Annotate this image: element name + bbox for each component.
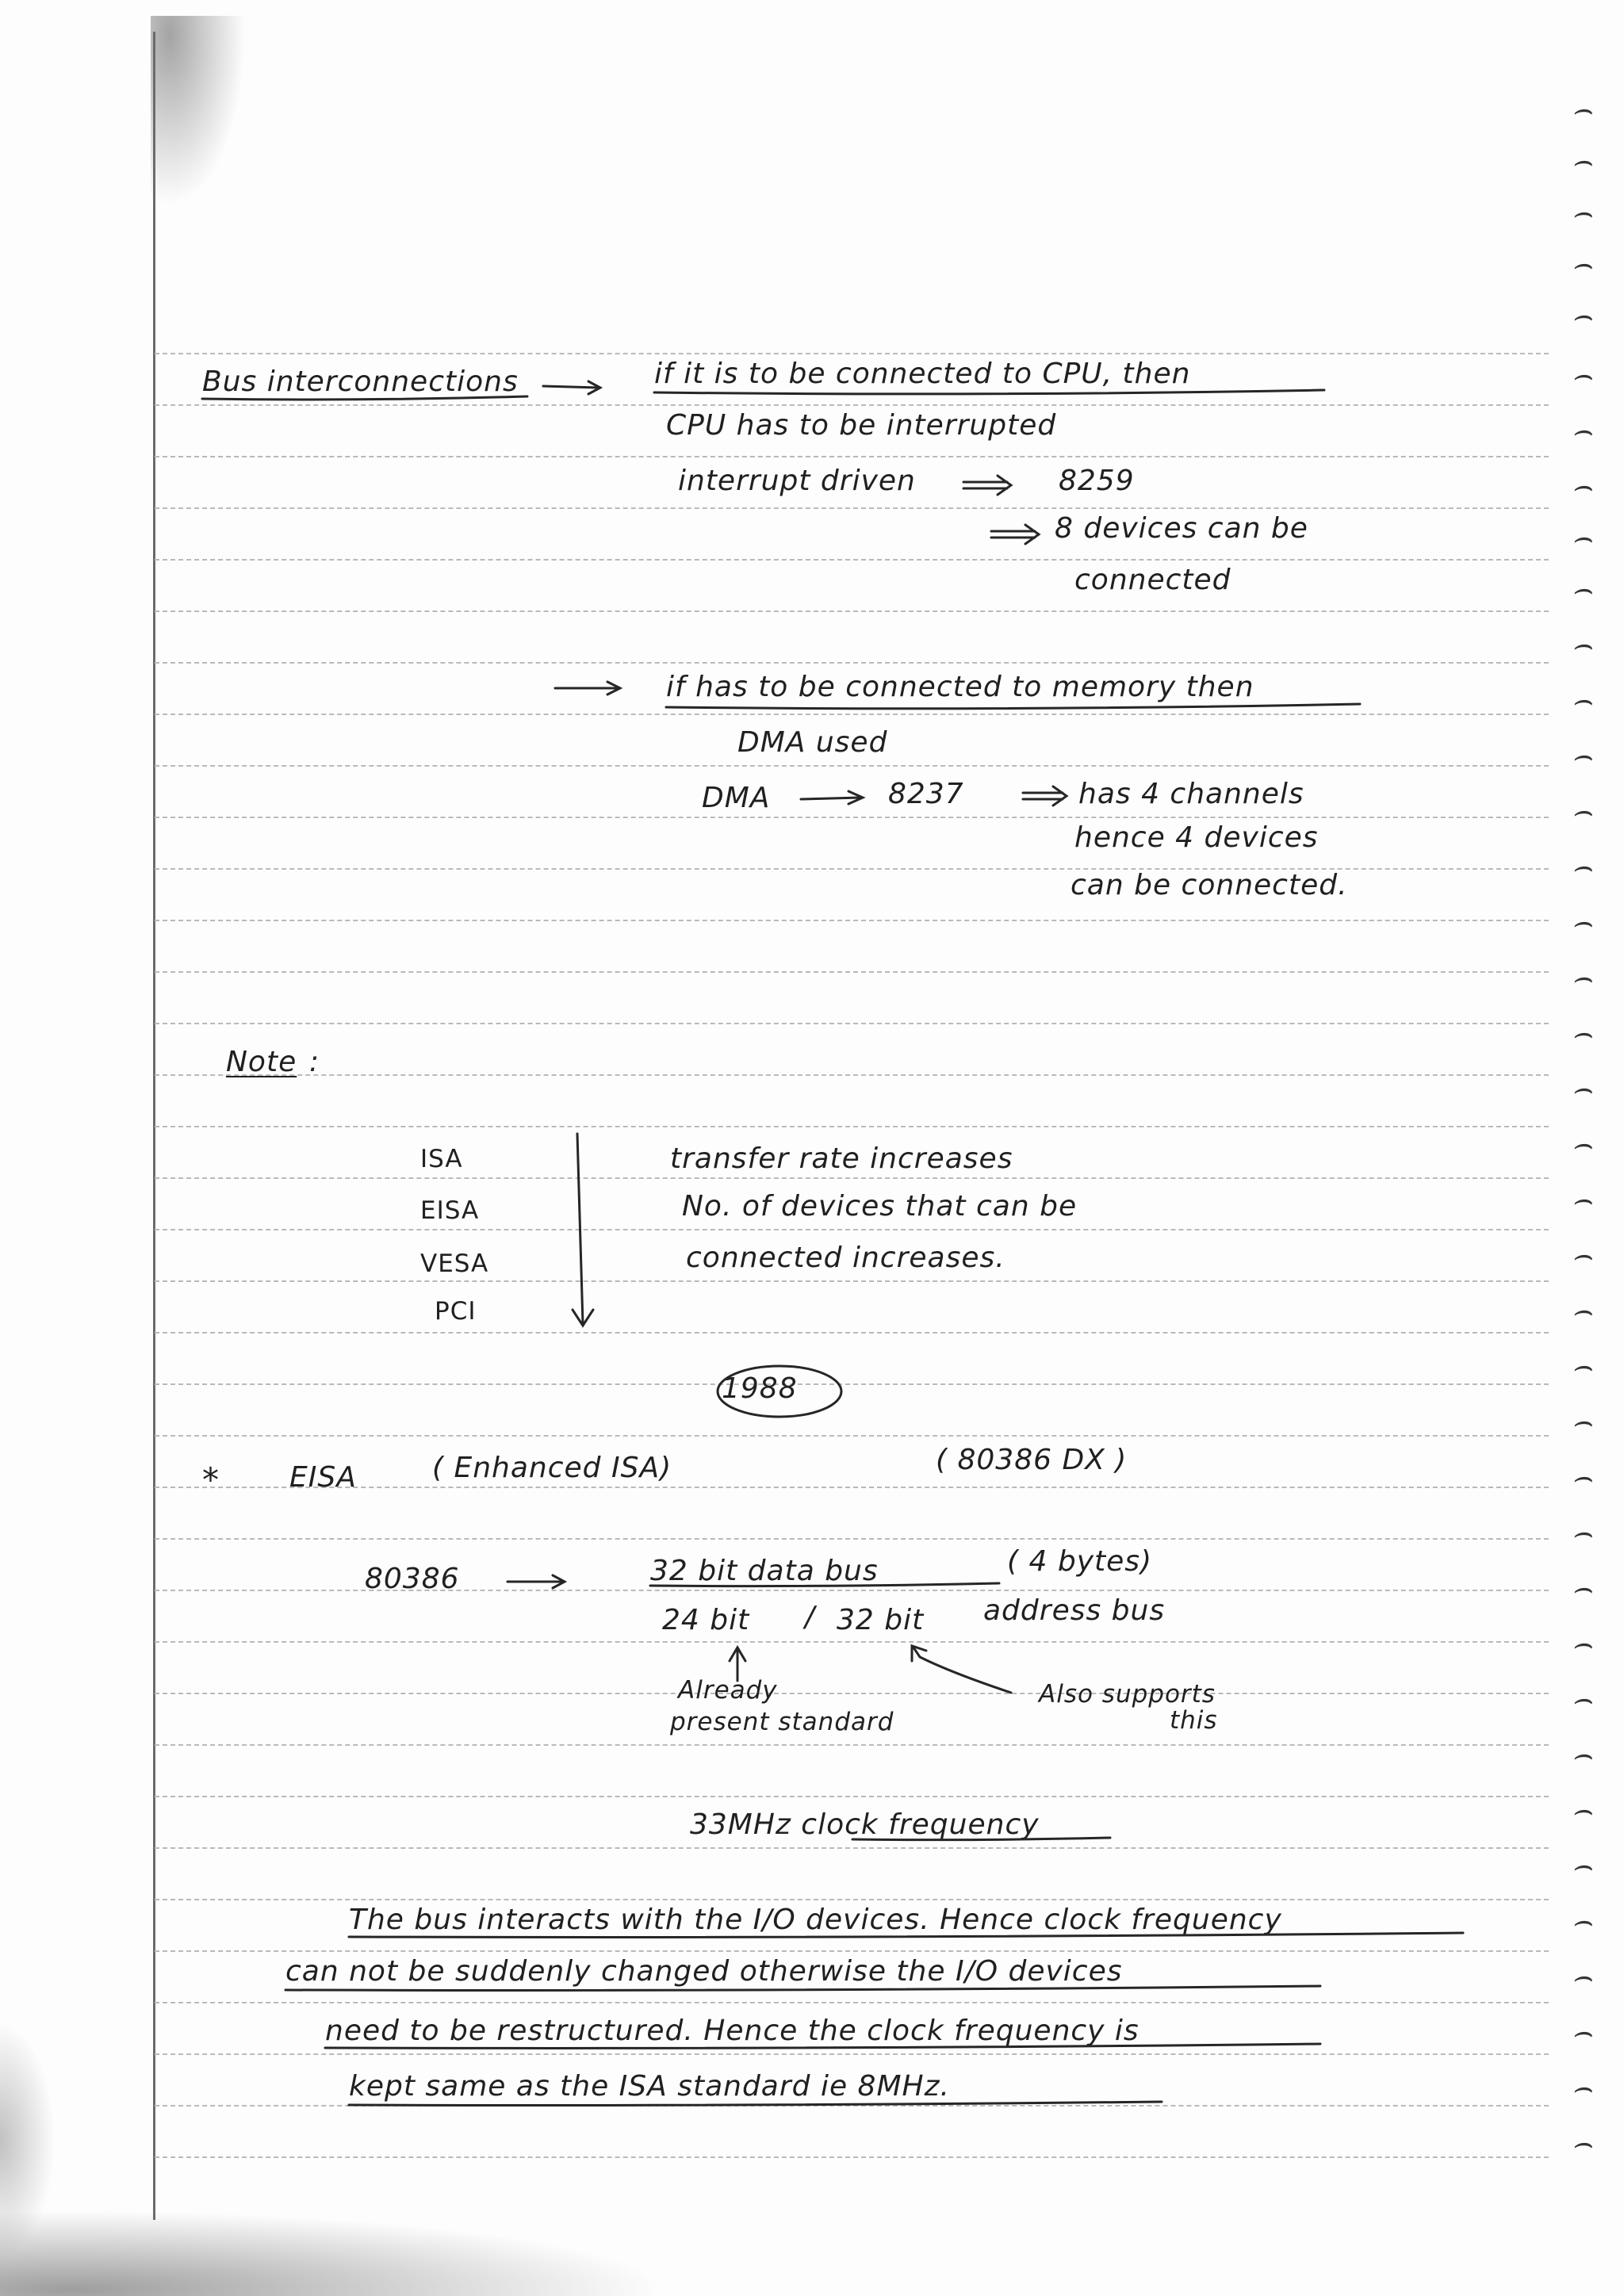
binder-mark: ⌢ <box>1571 793 1592 829</box>
binder-mark: ⌢ <box>1571 1736 1592 1773</box>
binder-mark: ⌢ <box>1571 1903 1592 1939</box>
binder-mark: ⌢ <box>1571 737 1592 774</box>
binder-mark: ⌢ <box>1571 1570 1592 1606</box>
binder-mark: ⌢ <box>1571 1514 1592 1551</box>
eisa-cpu: ( 80386 DX ) <box>936 1444 1128 1476</box>
underline-clock <box>852 1838 1110 1840</box>
binder-mark: ⌢ <box>1571 1292 1592 1329</box>
binder-mark: ⌢ <box>1571 1403 1592 1440</box>
proc-80386: 80386 <box>365 1563 460 1595</box>
curved-arrow-32-icon <box>912 1646 1011 1693</box>
cpu-line-1: if it is to be connected to CPU, then <box>654 358 1191 390</box>
implies-arrow-icon <box>963 476 1011 495</box>
addr-bus: address bus <box>983 1594 1166 1627</box>
mem-line-1: if has to be connected to memory then <box>666 671 1254 703</box>
underline-paragraph-4 <box>349 2102 1162 2106</box>
binder-mark: ⌢ <box>1571 571 1592 607</box>
arrow-proc-icon <box>508 1575 565 1588</box>
binder-mark: ⌢ <box>1571 626 1592 663</box>
cpu-line-3-value: 8259 <box>1059 465 1135 497</box>
note-also-1: Also supports <box>1039 1680 1216 1709</box>
heading-underline <box>202 396 527 400</box>
binder-mark: ⌢ <box>1571 246 1592 282</box>
binder-mark: ⌢ <box>1571 519 1592 556</box>
underline-paragraph-2 <box>285 1986 1320 1990</box>
binder-mark: ⌢ <box>1571 2014 1592 2050</box>
arrow-heading-icon <box>543 381 600 394</box>
mem-line-3-result: has 4 channels <box>1078 778 1304 810</box>
implies-arrow-icon <box>1023 786 1067 806</box>
addr-separator: / <box>805 1601 816 1633</box>
bus-eisa: EISA <box>420 1196 480 1225</box>
mem-line-3-value: 8237 <box>888 778 964 810</box>
up-arrow-24-icon <box>730 1647 745 1681</box>
note-line-3: connected increases. <box>686 1242 1005 1274</box>
binder-mark: ⌢ <box>1571 1070 1592 1107</box>
binder-mark: ⌢ <box>1571 1181 1592 1218</box>
underline-paragraph-1 <box>349 1933 1463 1937</box>
paragraph-line-1: The bus interacts with the I/O devices. Hence clock frequency <box>349 1904 1282 1936</box>
binder-mark: ⌢ <box>1571 959 1592 996</box>
binder-mark: ⌢ <box>1571 194 1592 231</box>
binder-mark: ⌢ <box>1571 1681 1592 1717</box>
note-colon: : <box>309 1046 320 1078</box>
cpu-line-2: CPU has to be interrupted <box>666 409 1057 442</box>
mem-line-4: hence 4 devices <box>1074 821 1319 854</box>
data-bus-bytes: ( 4 bytes) <box>1007 1545 1153 1578</box>
binder-mark: ⌢ <box>1571 91 1592 128</box>
note-also-2: this <box>1170 1706 1218 1735</box>
cpu-line-4: 8 devices can be <box>1055 512 1308 545</box>
binder-mark: ⌢ <box>1571 1126 1592 1162</box>
binder-mark: ⌢ <box>1571 143 1592 179</box>
addr-24-bit: 24 bit <box>662 1604 750 1636</box>
year-circled: 1988 <box>722 1372 798 1405</box>
binder-mark: ⌢ <box>1571 357 1592 393</box>
binder-mark: ⌢ <box>1571 2125 1592 2161</box>
cpu-line-5: connected <box>1074 564 1231 596</box>
underline-mem-line-1 <box>666 704 1360 709</box>
bus-vesa: VESA <box>420 1249 489 1278</box>
binder-mark: ⌢ <box>1571 1348 1592 1384</box>
bus-pci: PCI <box>435 1297 477 1326</box>
note-line-2: No. of devices that can be <box>682 1190 1078 1223</box>
underline-cpu-line-1 <box>654 390 1324 394</box>
note-line-1: transfer rate increases <box>670 1142 1013 1175</box>
section-heading: Bus interconnections <box>202 365 519 398</box>
paragraph-line-2: can not be suddenly changed otherwise the I/O devices <box>285 1955 1123 1988</box>
binder-mark: ⌢ <box>1571 297 1592 334</box>
mem-line-2: DMA used <box>737 726 888 759</box>
mem-line-3-label: DMA <box>702 782 771 814</box>
binder-mark: ⌢ <box>1571 1792 1592 1828</box>
note-already-1: Already <box>678 1676 778 1705</box>
binder-mark: ⌢ <box>1571 2069 1592 2106</box>
mem-line-5: can be connected. <box>1071 869 1348 901</box>
note-title: Note <box>226 1046 297 1078</box>
eisa-expansion: ( Enhanced ISA) <box>432 1452 672 1484</box>
binder-mark: ⌢ <box>1571 1459 1592 1495</box>
clock-frequency: 33MHz clock frequency <box>690 1808 1040 1841</box>
underline-paragraph-3 <box>325 2044 1320 2048</box>
binder-mark: ⌢ <box>1571 1847 1592 1884</box>
dma-arrow-icon <box>801 791 863 804</box>
bullet-asterisk: * <box>202 1460 220 1499</box>
down-arrow-icon <box>573 1134 593 1326</box>
binder-mark: ⌢ <box>1571 1625 1592 1662</box>
eisa-title: EISA <box>289 1461 357 1494</box>
paragraph-line-4: kept same as the ISA standard ie 8MHz. <box>349 2070 950 2103</box>
binder-mark: ⌢ <box>1571 1237 1592 1273</box>
binder-mark: ⌢ <box>1571 412 1592 449</box>
cpu-line-3-label: interrupt driven <box>678 465 916 497</box>
data-bus: 32 bit data bus <box>650 1555 879 1587</box>
arrow-memory-icon <box>555 682 620 695</box>
binder-mark: ⌢ <box>1571 682 1592 718</box>
binder-mark: ⌢ <box>1571 904 1592 940</box>
addr-32-bit: 32 bit <box>837 1604 925 1636</box>
year-circle <box>718 1366 841 1417</box>
paragraph-line-3: need to be restructured. Hence the clock frequency is <box>325 2015 1139 2047</box>
binder-mark: ⌢ <box>1571 1958 1592 1995</box>
binder-mark: ⌢ <box>1571 848 1592 885</box>
note-already-2: present standard <box>670 1708 894 1736</box>
underline-data-bus <box>650 1583 999 1586</box>
binder-mark: ⌢ <box>1571 1015 1592 1051</box>
bus-isa: ISA <box>420 1145 463 1173</box>
implies-arrow-icon <box>991 525 1039 544</box>
binder-mark: ⌢ <box>1571 468 1592 504</box>
